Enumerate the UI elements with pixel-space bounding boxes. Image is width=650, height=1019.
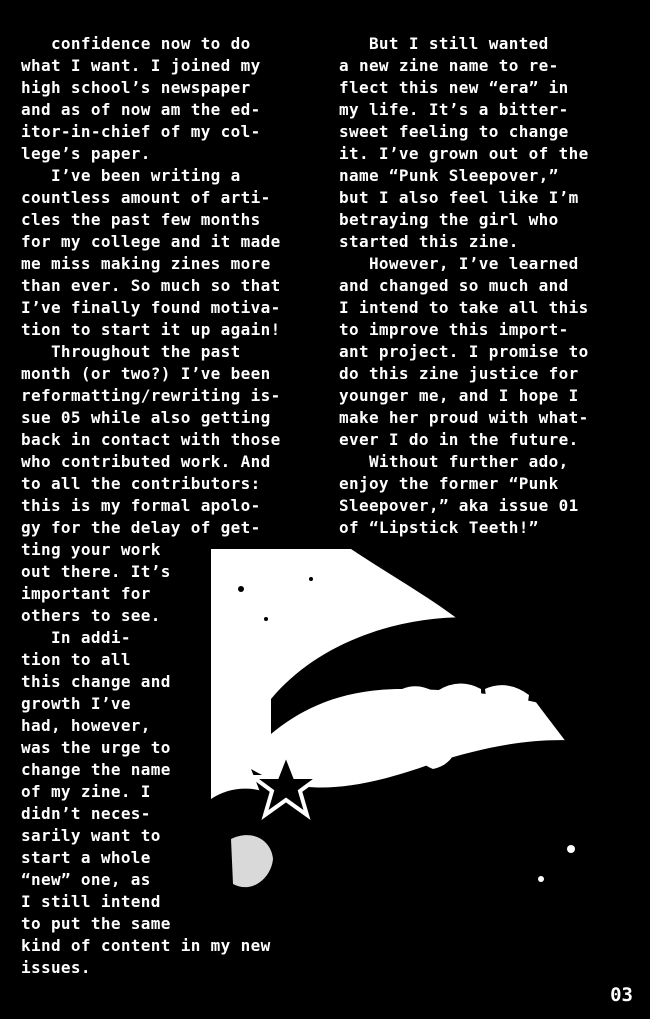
body-line: reformatting/rewriting is- [21, 386, 281, 405]
body-line: started this zine. [339, 232, 519, 251]
body-line: do this zine justice for [339, 364, 579, 383]
body-line: enjoy the former “Punk [339, 474, 559, 493]
body-line: ting your work [21, 540, 161, 559]
body-line: growth I’ve [21, 694, 131, 713]
body-line: what I want. I joined my [21, 56, 261, 75]
body-line: this is my formal apolo- [21, 496, 261, 515]
body-line: tion to start it up again! [21, 320, 281, 339]
body-line: who contributed work. And [21, 452, 271, 471]
page-number: 03 [610, 984, 633, 1006]
body-line: But I still wanted [339, 34, 549, 53]
body-line: me miss making zines more [21, 254, 271, 273]
body-line: for my college and it made [21, 232, 281, 251]
body-line: kind of content in my new [21, 936, 271, 955]
body-line: high school’s newspaper [21, 78, 251, 97]
body-line: others to see. [21, 606, 161, 625]
body-line: However, I’ve learned [339, 254, 579, 273]
body-line: to improve this import- [339, 320, 569, 339]
body-line: month (or two?) I’ve been [21, 364, 271, 383]
lips-photo [211, 549, 603, 921]
body-line: ever I do in the future. [339, 430, 579, 449]
body-line: I’ve finally found motiva- [21, 298, 281, 317]
body-line: cles the past few months [21, 210, 261, 229]
body-line: and changed so much and [339, 276, 569, 295]
body-line: my life. It’s a bitter- [339, 100, 569, 119]
body-line: sue 05 while also getting [21, 408, 271, 427]
body-line: name “Punk Sleepover,” [339, 166, 559, 185]
body-line: than ever. So much so that [21, 276, 281, 295]
body-line: out there. It’s [21, 562, 171, 581]
body-line: back in contact with those [21, 430, 281, 449]
body-line: and as of now am the ed- [21, 100, 261, 119]
body-line: gy for the delay of get- [21, 518, 261, 537]
body-line: “new” one, as [21, 870, 151, 889]
body-line: of my zine. I [21, 782, 151, 801]
body-line: didn’t neces- [21, 804, 151, 823]
body-line: I intend to take all this [339, 298, 589, 317]
body-line: I still intend [21, 892, 161, 911]
lips-illustration [211, 549, 603, 921]
body-line: make her proud with what- [339, 408, 589, 427]
body-line: Sleepover,” aka issue 01 [339, 496, 579, 515]
body-line: ant project. I promise to [339, 342, 589, 361]
body-line: countless amount of arti- [21, 188, 271, 207]
body-line: had, however, [21, 716, 151, 735]
body-line: lege’s paper. [21, 144, 151, 163]
body-line: I’ve been writing a [21, 166, 241, 185]
body-line: younger me, and I hope I [339, 386, 579, 405]
body-line: issues. [21, 958, 91, 977]
body-line: sweet feeling to change [339, 122, 569, 141]
body-line: of “Lipstick Teeth!” [339, 518, 539, 537]
body-line: was the urge to [21, 738, 171, 757]
body-line: important for [21, 584, 151, 603]
body-line: In addi- [21, 628, 131, 647]
body-line: tion to all [21, 650, 131, 669]
body-line: but I also feel like I’m [339, 188, 579, 207]
body-line: sarily want to [21, 826, 161, 845]
body-line: confidence now to do [21, 34, 251, 53]
body-line: Without further ado, [339, 452, 569, 471]
body-line: it. I’ve grown out of the [339, 144, 589, 163]
body-line: a new zine name to re- [339, 56, 559, 75]
body-line: to all the contributors: [21, 474, 261, 493]
body-line: betraying the girl who [339, 210, 559, 229]
body-line: to put the same [21, 914, 171, 933]
body-line: change the name [21, 760, 171, 779]
body-line: Throughout the past [21, 342, 241, 361]
body-line: flect this new “era” in [339, 78, 569, 97]
body-line: itor-in-chief of my col- [21, 122, 261, 141]
body-line: start a whole [21, 848, 151, 867]
body-line: this change and [21, 672, 171, 691]
